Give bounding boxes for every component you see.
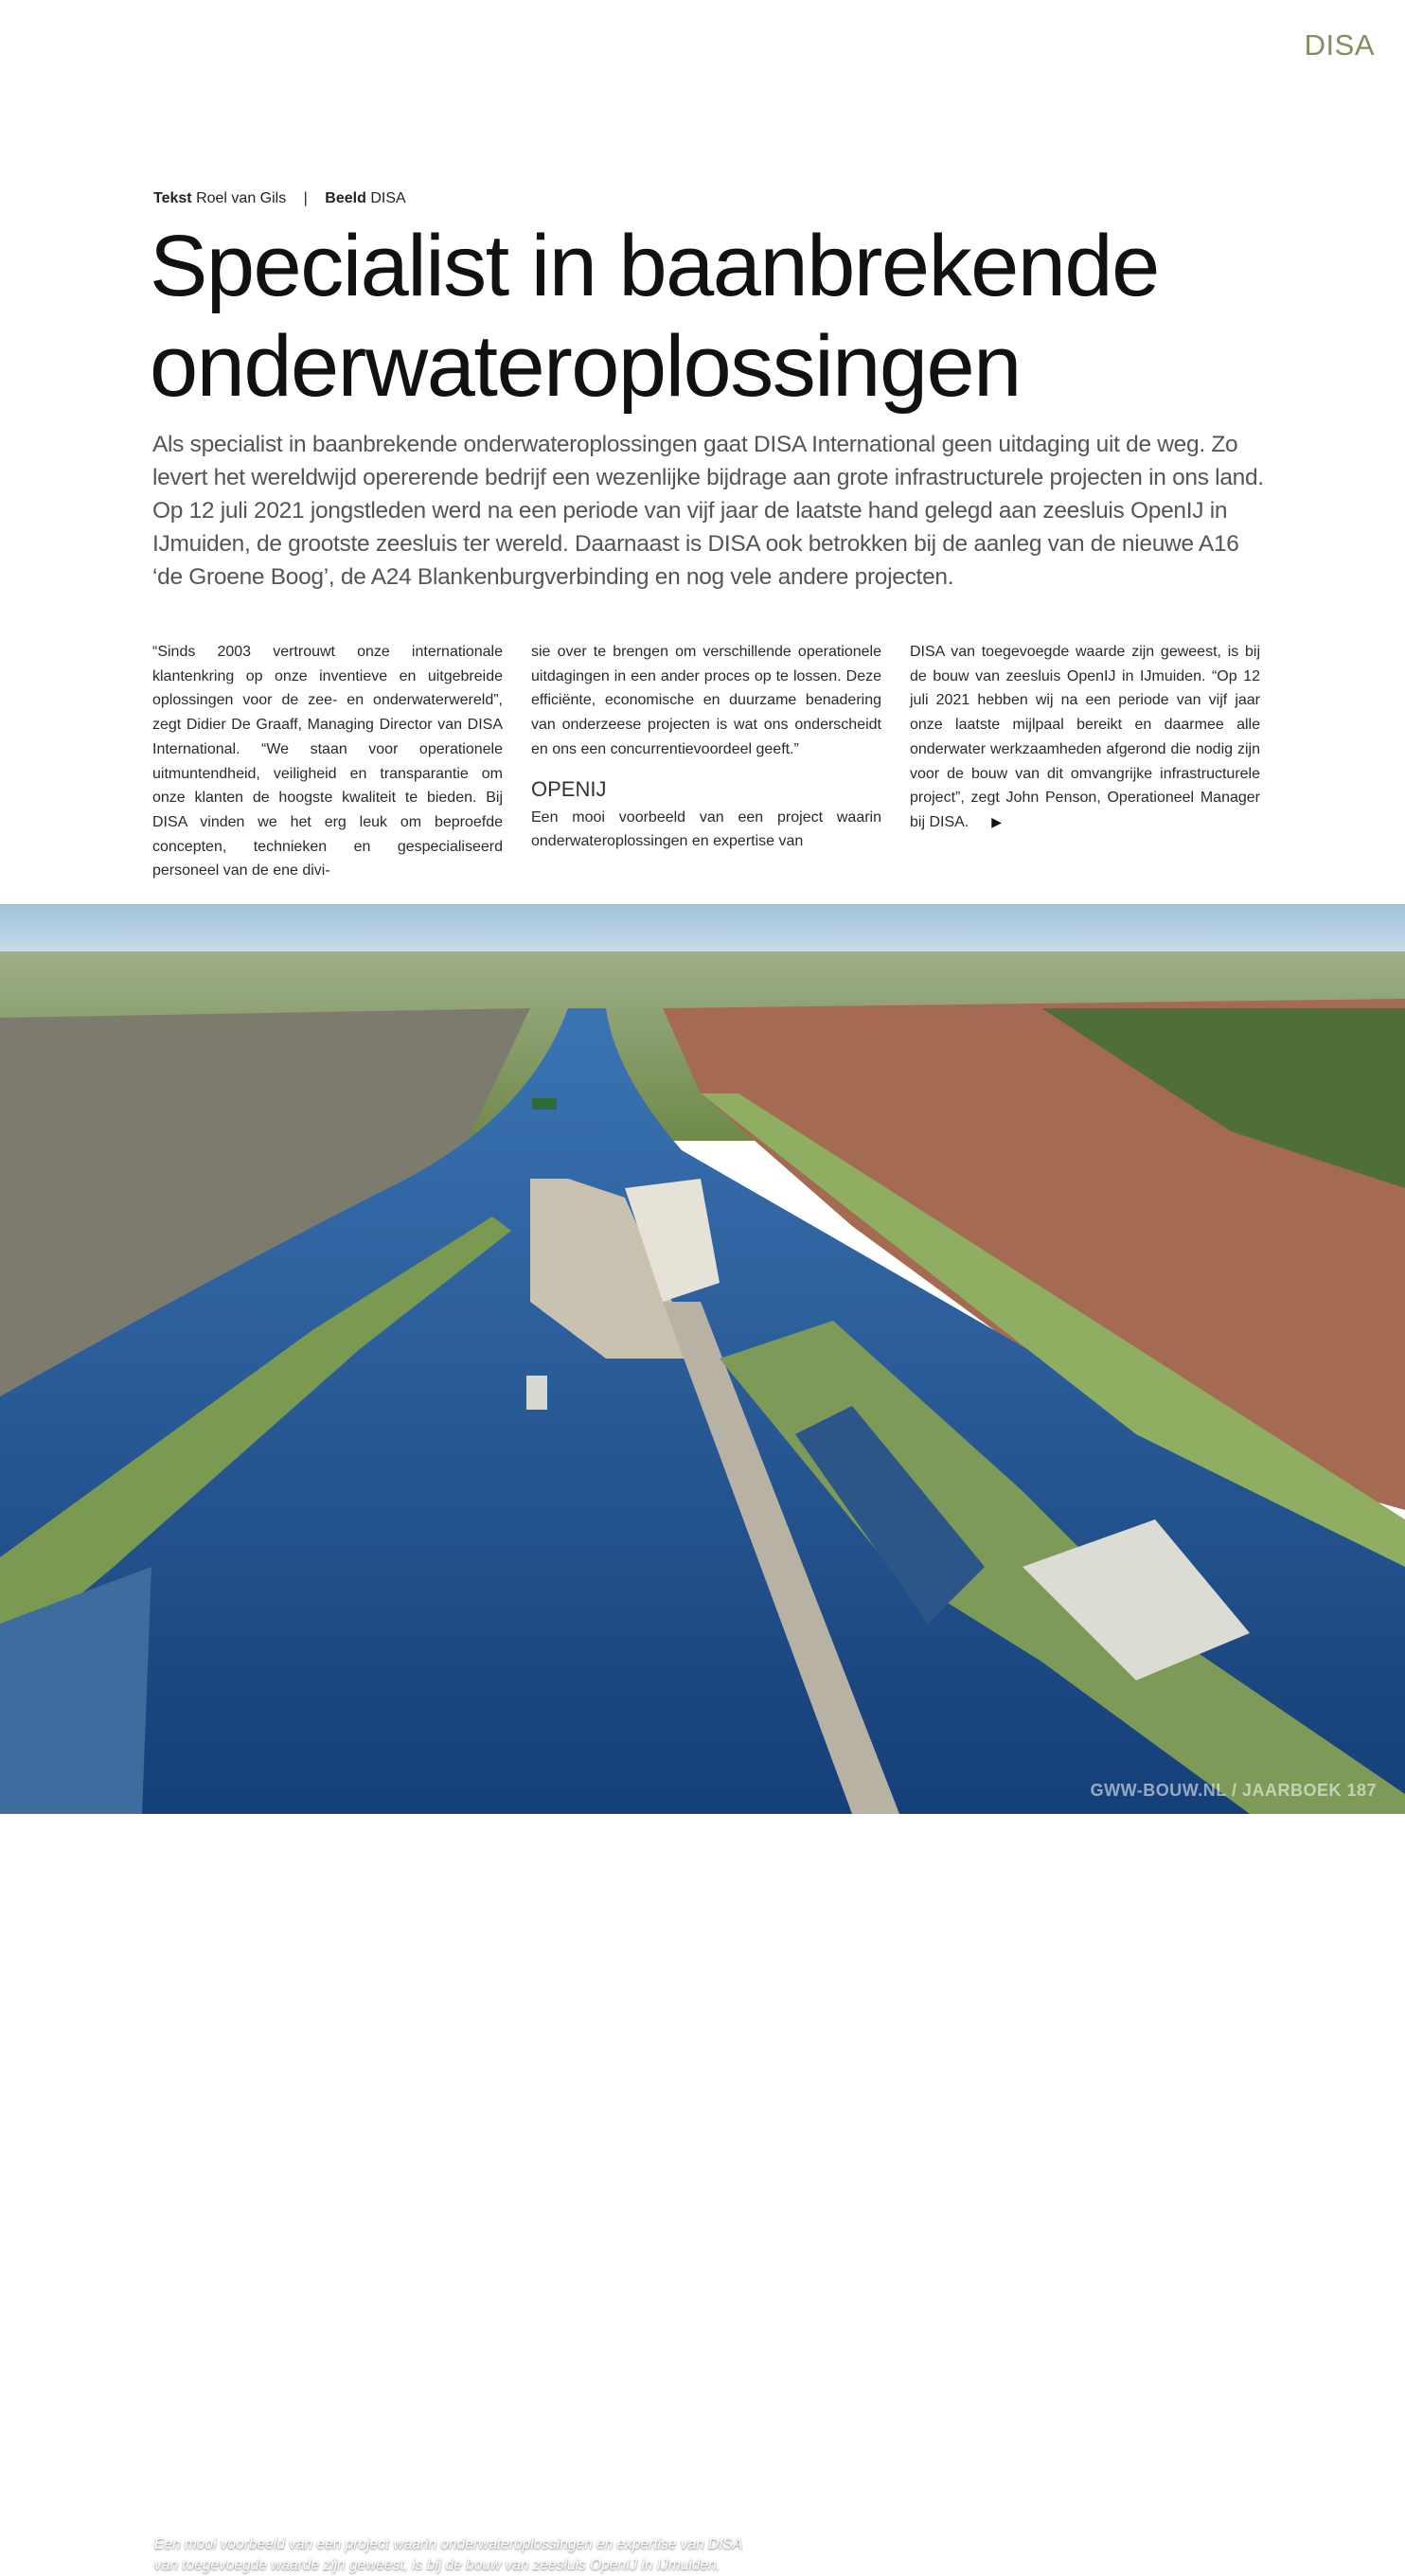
page-title	[150, 216, 1286, 417]
body-column-1	[152, 640, 503, 883]
body-column-2	[531, 640, 881, 854]
body-paragraph: sie over te brengen om verschillende operationele uitdagingen in een ander proces op te lossen. Deze efficiënte, economische en duurzame benadering van onderzeese projecten is wat ons onderscheidt en ons een concurrentievoordeel geeft.”	[531, 644, 881, 757]
body-paragraph-text: DISA van toegevoegde waarde zijn geweest, is bij de bouw van zeesluis OpenIJ in IJmuiden. “Op 12 juli 2021 hebben wij na een periode van vijf jaar onze laatste mijlpaal bereikt en daarmee alle onderwater werkzaamheden afgerond die nodig zijn voor de bouw van dit omvangrijke infrastructurele project”, zegt John Penson, Operationeel Manager bij DISA.	[910, 644, 1260, 830]
byline-image-credit: DISA	[370, 190, 406, 206]
byline-image-label: Beeld	[325, 190, 366, 206]
byline-text-label: Tekst	[153, 190, 192, 206]
section-subheading: OPENIJ	[531, 776, 607, 801]
page-footer: GWW-BOUW.NL / JAARBOEK 187	[1090, 1781, 1377, 1800]
intro-paragraph: Als specialist in baanbrekende onderwateroplossingen gaat DISA International geen uitdaging uit de weg. Zo levert het wereldwijd opererende bedrijf een wezenlijke bijdrage aan grote infrastructurele projecten in ons land. Op 12 juli 2021 jongstleden werd na een periode van vijf jaar de laatste hand gelegd aan zeesluis OpenIJ in IJmuiden, de grootste zeesluis ter wereld. Daarnaast is DISA ook betrokken bij de aanleg van de nieuwe A16 ‘de Groene Boog’, de A24 Blankenburgverbinding en nog vele andere projecten.	[152, 432, 1264, 590]
end-of-article-icon: ▶	[991, 813, 1003, 829]
body-column-3	[910, 640, 1260, 835]
photo-caption: Een mooi voorbeeld van een project waarin onderwateroplossingen en expertise van DISA van toegevoegde waarde zijn geweest, is bij de bouw van zeesluis OpenIJ in IJmuiden.	[154, 2536, 742, 2573]
body-paragraph	[910, 640, 1260, 835]
body-paragraph: “Sinds 2003 vertrouwt onze internationale klantenkring op onze inventieve en uitgebreide oplossingen voor de zee- en onderwaterwereld”, zegt Didier De Graaff, Managing Director van DISA International. “We staan voor operationele uitmuntendheid, veiligheid en transparantie om onze klanten de hoogste kwaliteit te bieden. Bij DISA vinden we het erg leuk om beproefde concepten, technieken en gespecialiseerd personeel van de ene divi-	[152, 644, 503, 879]
byline-text-author: Roel van Gils	[196, 190, 287, 206]
aerial-photo-illustration	[0, 904, 1405, 1814]
boat	[526, 1376, 547, 1410]
aerial-photo	[0, 904, 1405, 2573]
byline	[153, 190, 406, 207]
body-paragraph: Een mooi voorbeeld van een project waarin onderwateroplossingen en expertise van	[531, 808, 881, 850]
headline-line-1: Specialist in baanbrekende	[150, 218, 1159, 314]
headline-line-2: onderwateroplossingen	[150, 318, 1021, 415]
byline-separator: |	[303, 190, 308, 206]
section-tag: DISA	[1304, 28, 1375, 62]
ship	[532, 1098, 557, 1110]
